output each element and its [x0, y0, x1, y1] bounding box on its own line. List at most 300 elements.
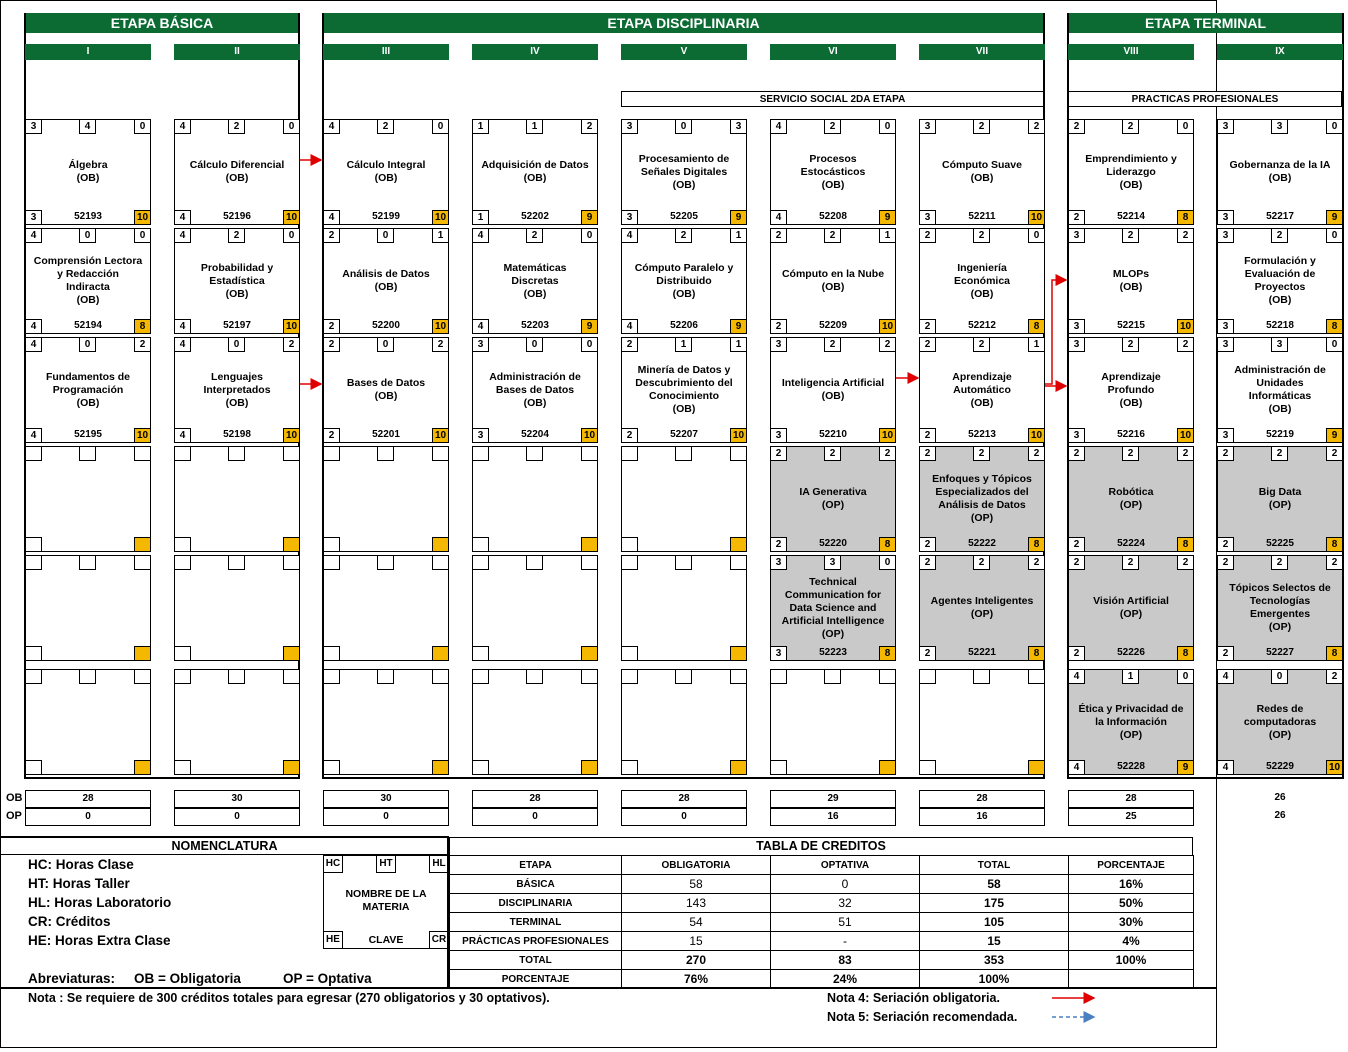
ob-total-sem-8: 28 — [1068, 790, 1194, 808]
ht-box: 2 — [1122, 555, 1139, 570]
course-name-line: Inteligencia Artificial — [781, 377, 885, 389]
hl-box: 0 — [1177, 669, 1194, 684]
course-name-line: (OB) — [225, 396, 249, 409]
hc-box: 2 — [1068, 446, 1085, 461]
hl-box: 2 — [134, 337, 151, 352]
course-name-line: (OB) — [523, 396, 547, 409]
hc-box: 4 — [174, 228, 191, 243]
hl-box: 0 — [1326, 337, 1343, 352]
abbrev-op: OP = Optativa — [283, 971, 372, 986]
he-box: 2 — [621, 428, 638, 443]
hc-box: 3 — [1217, 228, 1234, 243]
course-name-line: (OB) — [1268, 403, 1292, 415]
he-box: 4 — [174, 428, 191, 443]
course-name-line: (OP) — [1119, 728, 1143, 741]
semester-7-header: VII — [919, 44, 1045, 60]
he-box: 4 — [1068, 760, 1085, 775]
ht-box: 3 — [1271, 119, 1288, 134]
course-name-line: (OP) — [1268, 621, 1292, 633]
he-box: 2 — [919, 428, 936, 443]
hc-box: 3 — [770, 555, 787, 570]
course-key: 52210 — [819, 429, 847, 440]
he-box: 2 — [1068, 537, 1085, 552]
credits-cell: 4% — [1069, 932, 1194, 951]
ht-box: 2 — [228, 119, 245, 134]
course-name-line: Data Science and — [789, 601, 877, 614]
he-box: 2 — [323, 428, 340, 443]
course-key: 52198 — [223, 429, 251, 440]
ht-box: 2 — [1122, 446, 1139, 461]
course-key: 52193 — [74, 211, 102, 222]
ht-box: 2 — [824, 337, 841, 352]
credits-row — [450, 875, 1194, 894]
credits-row — [450, 894, 1194, 913]
he-box: 4 — [472, 319, 489, 334]
hl-box: 0 — [581, 228, 598, 243]
credits-header-cell: OPTATIVA — [771, 856, 920, 875]
ht-box: 2 — [824, 228, 841, 243]
course-key: 52195 — [74, 429, 102, 440]
course-name-line: (OB) — [523, 287, 547, 300]
hl-box: 0 — [879, 119, 896, 134]
credits-box: 10 — [283, 319, 300, 334]
credits-header-cell: ETAPA — [450, 856, 622, 875]
course-key: 52209 — [819, 320, 847, 331]
hl-box: 1 — [730, 228, 747, 243]
op-total-sem-6: 16 — [770, 808, 896, 826]
course-name-line: Ingeniería — [957, 261, 1007, 274]
course-key: 52222 — [968, 538, 996, 549]
credits-box: 9 — [1177, 760, 1194, 775]
course-name-line: Big Data — [1258, 486, 1302, 498]
op-total-sem-5: 0 — [621, 808, 747, 826]
hl-box: 2 — [1326, 669, 1343, 684]
he-box: 3 — [770, 646, 787, 661]
course-name-line: IA Generativa — [799, 486, 867, 498]
ht-box: 2 — [1271, 555, 1288, 570]
credits-box: 8 — [1177, 537, 1194, 552]
op-total-sem-2: 0 — [174, 808, 300, 826]
course-name-line: Cálculo Integral — [346, 159, 426, 171]
ht-box: 2 — [1271, 228, 1288, 243]
ht-box: 0 — [377, 228, 394, 243]
hc-box: 3 — [1217, 119, 1234, 134]
course-name-line: Cómputo en la Nube — [781, 268, 885, 280]
hl-box: 0 — [1326, 228, 1343, 243]
he-box: 4 — [174, 319, 191, 334]
graduation-note: Nota : Se requiere de 300 créditos totales para egresar (270 obligatorios y 30 optativos). — [28, 991, 550, 1005]
course-key: 52225 — [1266, 538, 1294, 549]
hl-box: 0 — [581, 337, 598, 352]
credits-box: 10 — [730, 428, 747, 443]
he-box: 2 — [919, 646, 936, 661]
course-key: 52196 — [223, 211, 251, 222]
course-name-line: Unidades — [1256, 377, 1304, 389]
ht-box: 1 — [526, 119, 543, 134]
credits-box: 10 — [432, 210, 449, 225]
credits-box: 9 — [1326, 210, 1343, 225]
semester-6-header: VI — [770, 44, 896, 60]
ht-box: 2 — [973, 337, 990, 352]
legend-key: CLAVE — [368, 934, 404, 946]
hc-box: 2 — [323, 228, 340, 243]
ht-box: 4 — [79, 119, 96, 134]
semester-2-header: II — [174, 44, 300, 60]
op-total-sem-3: 0 — [323, 808, 449, 826]
course-name-line: (OB) — [374, 390, 398, 402]
course-name-line: Comprensión Lectora — [33, 255, 143, 267]
he-box: 2 — [1217, 646, 1234, 661]
course-name-line: Adquisición de Datos — [481, 159, 589, 171]
course-name-line: Cómputo Paralelo y — [634, 261, 734, 274]
hc-box: 4 — [1217, 669, 1234, 684]
he-box: 3 — [1217, 319, 1234, 334]
credits-box: 8 — [1326, 646, 1343, 661]
ht-box: 2 — [526, 228, 543, 243]
course-name-line: Artificial Intelligence — [781, 614, 885, 627]
hc-box: 2 — [621, 337, 638, 352]
course-name-line: Aprendizaje — [952, 370, 1012, 383]
semester-4-header: IV — [472, 44, 598, 60]
course-name-line: (OB) — [821, 281, 845, 293]
course-key: 52229 — [1266, 761, 1294, 772]
hc-box: 2 — [1217, 555, 1234, 570]
he-box: 1 — [472, 210, 489, 225]
credits-cell: 32 — [771, 894, 920, 913]
credits-cell: 54 — [622, 913, 771, 932]
credits-box: 10 — [283, 210, 300, 225]
he-box: 2 — [1068, 210, 1085, 225]
course-name-line: Matemáticas — [503, 261, 567, 274]
credits-cell: 0 — [771, 875, 920, 894]
credits-row — [450, 951, 1194, 970]
course-name-line: computadoras — [1243, 715, 1317, 728]
course-name-line: (OB) — [1119, 281, 1143, 293]
credits-box: 10 — [432, 319, 449, 334]
ht-box: 0 — [377, 337, 394, 352]
credits-cell: 51 — [771, 913, 920, 932]
he-box: 2 — [919, 537, 936, 552]
he-box: 4 — [621, 319, 638, 334]
credits-box: 10 — [1326, 760, 1343, 775]
course-name-line: Gobernanza de la IA — [1229, 159, 1331, 171]
he-box: 3 — [621, 210, 638, 225]
hl-box: 2 — [1028, 119, 1045, 134]
course-name-line: Fundamentos de — [45, 370, 130, 383]
he-box: 3 — [1217, 428, 1234, 443]
hc-box: 4 — [770, 119, 787, 134]
course-name-line: (OB) — [1119, 396, 1143, 409]
legend-ht: HT — [376, 855, 396, 873]
course-name-line: (OB) — [672, 403, 696, 415]
course-name-line: Interpretados — [203, 383, 271, 396]
he-box: 2 — [1217, 537, 1234, 552]
hl-box: 0 — [1028, 228, 1045, 243]
course-name-line: (OB) — [523, 172, 547, 184]
credits-cell: TERMINAL — [450, 913, 622, 932]
credits-box: 8 — [879, 646, 896, 661]
hl-box: 2 — [581, 119, 598, 134]
hc-box: 4 — [1068, 669, 1085, 684]
course-key: 52226 — [1117, 647, 1145, 658]
he-box: 3 — [919, 210, 936, 225]
he-box: 2 — [919, 319, 936, 334]
credits-box: 10 — [134, 210, 151, 225]
course-name-line: Programación — [52, 383, 124, 396]
credits-cell: 50% — [1069, 894, 1194, 913]
course-name-line: Communication for — [784, 588, 882, 601]
course-name-line: Profundo — [1107, 383, 1155, 396]
credits-box: 10 — [581, 428, 598, 443]
hc-box: 1 — [472, 119, 489, 134]
course-name-line: Procesos — [809, 152, 857, 165]
credits-box: 10 — [1028, 428, 1045, 443]
ht-box: 1 — [1122, 669, 1139, 684]
ob-total-sem-2: 30 — [174, 790, 300, 808]
credits-box: 9 — [730, 210, 747, 225]
credits-box: 10 — [1177, 428, 1194, 443]
course-name-line: (OP) — [821, 627, 845, 640]
nomenclature-ht: HT: Horas Taller — [28, 876, 130, 891]
course-name-line: Enfoques y Tópicos — [932, 473, 1032, 485]
course-name-line: (OP) — [821, 499, 845, 511]
ob-total-sem-3: 30 — [323, 790, 449, 808]
semester-9-header: IX — [1217, 44, 1343, 60]
course-name-line: Administración de — [1234, 364, 1326, 376]
course-name-line: (OB) — [821, 390, 845, 402]
credits-cell: 58 — [622, 875, 771, 894]
he-box: 4 — [323, 210, 340, 225]
hl-box: 2 — [1028, 555, 1045, 570]
credits-box: 10 — [283, 428, 300, 443]
credits-cell: 16% — [1069, 875, 1194, 894]
course-name-line: (OB) — [225, 172, 249, 184]
hc-box: 2 — [1217, 446, 1234, 461]
hl-box: 2 — [879, 337, 896, 352]
credits-box: 9 — [581, 319, 598, 334]
semester-5-header: V — [621, 44, 747, 60]
credits-cell: 24% — [771, 970, 920, 989]
hc-box: 3 — [770, 337, 787, 352]
course-name-line: Evaluación de — [1244, 268, 1316, 280]
hl-box: 2 — [1177, 337, 1194, 352]
course-name-line: (OB) — [821, 178, 845, 191]
he-box: 4 — [770, 210, 787, 225]
course-name-line: Tecnologías — [1249, 595, 1311, 607]
course-key: 52206 — [670, 320, 698, 331]
course-key: 52216 — [1117, 429, 1145, 440]
he-box: 4 — [25, 428, 42, 443]
stage-basic-header: ETAPA BÁSICA — [25, 13, 299, 33]
course-name-line: Discretas — [511, 274, 559, 287]
course-name-line: y Redacción — [57, 268, 119, 280]
legend-hc: HC — [323, 855, 343, 873]
hc-box: 2 — [919, 555, 936, 570]
credits-row — [450, 913, 1194, 932]
course-key: 52223 — [819, 647, 847, 658]
ht-box: 1 — [675, 337, 692, 352]
ob-total-sem-6: 29 — [770, 790, 896, 808]
legend-he: HE — [323, 931, 343, 949]
semester-3-header: III — [323, 44, 449, 60]
hl-box: 0 — [432, 119, 449, 134]
op-total-sem-8: 25 — [1068, 808, 1194, 826]
nomenclature-cr: CR: Créditos — [28, 914, 111, 929]
course-name-line: Emprendimiento y — [1085, 152, 1177, 165]
course-name-line: Probabilidad y — [200, 261, 274, 274]
hl-box: 2 — [283, 337, 300, 352]
course-key: 52203 — [521, 320, 549, 331]
course-key: 52204 — [521, 429, 549, 440]
course-name-line: (OB) — [374, 281, 398, 293]
course-name-line: Análisis de Datos — [938, 499, 1026, 511]
course-name-line: Procesamiento de — [638, 152, 730, 165]
ob-total-sem-9: 26 — [1217, 790, 1343, 808]
credits-box: 9 — [581, 210, 598, 225]
course-name-line: Distribuido — [656, 274, 712, 287]
course-key: 52218 — [1266, 320, 1294, 331]
he-box: 2 — [770, 319, 787, 334]
he-box: 3 — [1068, 428, 1085, 443]
hl-box: 2 — [1326, 446, 1343, 461]
course-name-line: (OB) — [76, 172, 100, 184]
ht-box: 2 — [973, 446, 990, 461]
op-total-sem-9: 26 — [1217, 808, 1343, 826]
he-box: 4 — [174, 210, 191, 225]
course-name-line: Bases de Datos — [495, 383, 575, 396]
course-name-line: (OB) — [970, 287, 994, 300]
course-name-line: Formulación y — [1244, 255, 1316, 267]
hc-box: 3 — [25, 119, 42, 134]
op-total-sem-7: 16 — [919, 808, 1045, 826]
ht-box: 2 — [228, 228, 245, 243]
course-name-line: Proyectos — [1254, 281, 1306, 293]
credits-box: 8 — [134, 319, 151, 334]
hl-box: 1 — [432, 228, 449, 243]
nomenclature-hc: HC: Horas Clase — [28, 857, 134, 872]
hc-box: 2 — [1068, 555, 1085, 570]
credits-box: 8 — [1177, 646, 1194, 661]
ht-box: 2 — [973, 228, 990, 243]
ht-box: 0 — [526, 337, 543, 352]
hc-box: 2 — [919, 228, 936, 243]
credits-box: 8 — [879, 537, 896, 552]
hl-box: 2 — [1177, 228, 1194, 243]
credits-header-cell: OBLIGATORIA — [622, 856, 771, 875]
course-name-line: Visión Artificial — [1093, 595, 1169, 607]
hc-box: 3 — [621, 119, 638, 134]
credits-cell: PRÁCTICAS PROFESIONALES — [450, 932, 622, 951]
course-name-line: (OB) — [672, 178, 696, 191]
hl-box: 2 — [1177, 555, 1194, 570]
hc-box: 4 — [323, 119, 340, 134]
ob-label: OB — [6, 792, 23, 804]
course-name-line: (OP) — [1119, 499, 1143, 511]
op-total-sem-4: 0 — [472, 808, 598, 826]
hc-box: 3 — [1068, 228, 1085, 243]
hc-box: 2 — [919, 446, 936, 461]
course-name-line: Lenguajes — [211, 370, 263, 383]
hl-box: 2 — [1028, 446, 1045, 461]
course-name-line: Señales Digitales — [640, 165, 728, 178]
credits-cell: 143 — [622, 894, 771, 913]
he-box: 2 — [770, 537, 787, 552]
ob-total-sem-7: 28 — [919, 790, 1045, 808]
course-name-line: (OB) — [970, 172, 994, 184]
he-box: 2 — [323, 319, 340, 334]
he-box: 3 — [472, 428, 489, 443]
course-key: 52224 — [1117, 538, 1145, 549]
hl-box: 3 — [730, 119, 747, 134]
ht-box: 2 — [973, 119, 990, 134]
course-name-line: Álgebra — [68, 159, 108, 171]
credits-box: 8 — [1326, 319, 1343, 334]
he-box: 4 — [1217, 760, 1234, 775]
op-label: OP — [6, 810, 22, 822]
ht-box: 0 — [79, 337, 96, 352]
credits-box: 10 — [879, 428, 896, 443]
he-box: 3 — [1217, 210, 1234, 225]
he-box: 2 — [1068, 646, 1085, 661]
credits-cell: 83 — [771, 951, 920, 970]
course-name-line: (OB) — [225, 287, 249, 300]
credits-box: 10 — [1177, 319, 1194, 334]
course-key: 52215 — [1117, 320, 1145, 331]
nomenclature-title: NOMENCLATURA — [0, 838, 449, 855]
course-name-line: (OB) — [1268, 294, 1292, 306]
ht-box: 2 — [824, 446, 841, 461]
ob-total-sem-5: 28 — [621, 790, 747, 808]
course-key: 52217 — [1266, 211, 1294, 222]
ht-box: 2 — [1122, 228, 1139, 243]
credits-cell: 58 — [920, 875, 1069, 894]
ht-box: 2 — [377, 119, 394, 134]
course-name-line: Emergentes — [1249, 608, 1311, 620]
credits-box: 10 — [134, 428, 151, 443]
course-name-line: (OP) — [970, 512, 994, 524]
course-key: 52227 — [1266, 647, 1294, 658]
course-name-line: Aprendizaje — [1101, 370, 1161, 383]
credits-cell: DISCIPLINARIA — [450, 894, 622, 913]
course-name-line: Cómputo Suave — [942, 159, 1022, 171]
op-total-sem-1: 0 — [25, 808, 151, 826]
ht-box: 2 — [675, 228, 692, 243]
course-name-line: (OP) — [970, 608, 994, 620]
credits-box: 9 — [730, 319, 747, 334]
course-name-line: (OB) — [672, 287, 696, 300]
credits-cell: 15 — [920, 932, 1069, 951]
course-key: 52211 — [968, 211, 996, 222]
hl-box: 0 — [283, 119, 300, 134]
hl-box: 0 — [879, 555, 896, 570]
hc-box: 4 — [25, 228, 42, 243]
hl-box: 0 — [283, 228, 300, 243]
course-name-line: la Información — [1095, 715, 1167, 728]
ht-box: 0 — [228, 337, 245, 352]
course-name-line: (OP) — [1268, 728, 1292, 741]
ht-box: 2 — [824, 119, 841, 134]
course-key: 52207 — [670, 429, 698, 440]
semester-8-header: VIII — [1068, 44, 1194, 60]
hc-box: 3 — [1068, 337, 1085, 352]
legend-cr: CR — [429, 931, 449, 949]
arrow-mlops — [1045, 280, 1066, 384]
credits-header-cell: TOTAL — [920, 856, 1069, 875]
he-box: 3 — [25, 210, 42, 225]
credits-cell: 353 — [920, 951, 1069, 970]
course-name-line: Descubrimiento del — [635, 377, 733, 389]
course-name-line: Ética y Privacidad de — [1078, 702, 1184, 715]
